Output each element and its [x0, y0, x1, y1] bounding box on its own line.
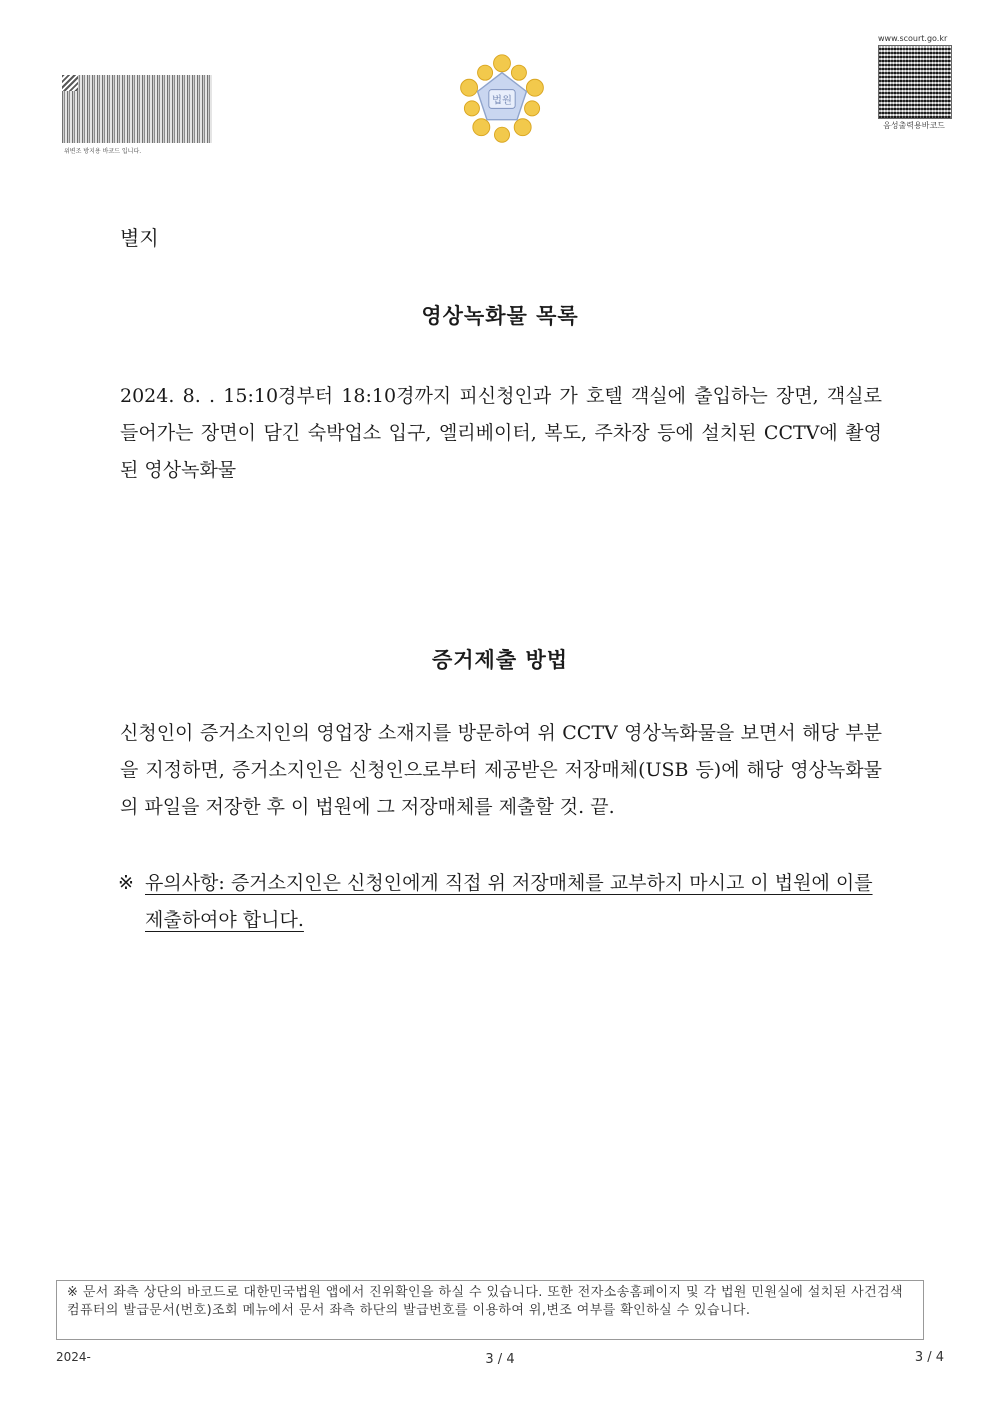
section-title-video-list: 영상녹화물 목록 [421, 303, 579, 328]
video-list-paragraph: 2024. 8. . 15:10경부터 18:10경까지 피신청인과 가 호텔 객실에 출입하는 장면, 객실로 들어가는 장면이 담긴 숙박업소 입구, 엘리베이터, 복도, 주차장 등에 설치된 CCTV에 촬영된 영상녹화물 [120, 385, 882, 481]
barcode-corner-mark [62, 75, 78, 91]
barcode-caption: 위변조 방지용 바코드 입니다. [64, 148, 142, 155]
qr-code [878, 45, 952, 119]
page-number-center: 3 / 4 [485, 1352, 515, 1367]
notice-text: 유의사항: 증거소지인은 신청인에게 직접 위 저장매체를 교부하지 마시고 이 법원에 이를 제출하여야 합니다. [145, 872, 873, 931]
notice-block [118, 865, 884, 939]
court-emblem-icon [455, 52, 549, 146]
qr-caption: 음성출력용바코드 [883, 121, 945, 130]
emblem-text: 법원 [492, 94, 512, 107]
notice-mark: ※ [118, 872, 134, 894]
issue-number: 2024- [56, 1350, 91, 1364]
qr-url: www.scourt.go.kr [878, 34, 948, 43]
submission-method-paragraph: 신청인이 증거소지인의 영업장 소재지를 방문하여 위 CCTV 영상녹화물을 보면서 해당 부분을 지정하면, 증거소지인은 신청인으로부터 제공받은 저장매체(USB 등)에 해당 영상녹화물의 파일을 저장한 후 이 법원에 그 저장매체를 제출할 것. 끝. [120, 722, 882, 818]
section-title-submission-method: 증거제출 방법 [431, 647, 569, 672]
attachment-label: 별지 [120, 226, 159, 250]
verification-barcode [62, 75, 212, 143]
footer-verification-notice: ※ 문서 좌측 상단의 바코드로 대한민국법원 앱에서 진위확인을 하실 수 있습니다. 또한 전자소송홈페이지 및 각 법원 민원실에 설치된 사건검색 컴퓨터의 발급문서(번호)조회 메뉴에서 문서 좌측 하단의 발급번호를 이용하여 위,변조 여부를 확인하실 수 있습니다. [56, 1280, 924, 1340]
page-number-right: 3 / 4 [914, 1350, 944, 1365]
